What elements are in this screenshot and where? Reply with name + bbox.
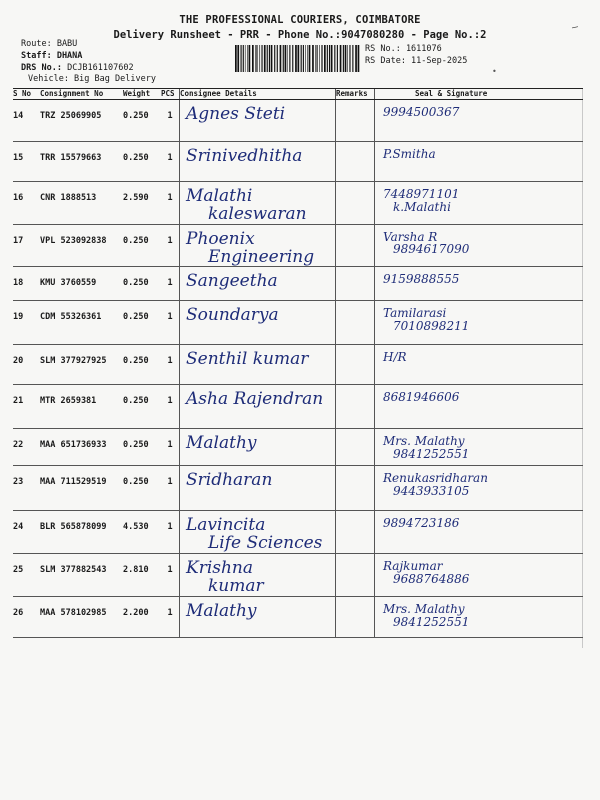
- consignment-number: MAA 651736933: [40, 440, 107, 451]
- consignee-handwriting: [180, 182, 335, 224]
- table-row: [13, 554, 583, 597]
- signature-line: Rajkumar: [383, 559, 443, 574]
- remarks-cell: [336, 554, 375, 597]
- weight-value: 0.250: [123, 312, 149, 323]
- consignee-line: Senthil kumar: [186, 349, 309, 370]
- serial-number: 15: [13, 153, 24, 163]
- barcode-bar: [262, 45, 263, 72]
- weight-value: 0.250: [123, 235, 149, 246]
- consignment-number: MAA 711529519: [40, 477, 107, 488]
- weight-value: 0.250: [123, 111, 149, 121]
- consignee-line: Malathi: [186, 186, 253, 206]
- signature-line: Tamilarasi: [383, 306, 447, 321]
- signature-line: Mrs. Malathy: [383, 602, 465, 617]
- consignee-line: Soundarya: [186, 305, 279, 326]
- remarks-cell: [336, 429, 375, 466]
- barcode-bar: [317, 45, 318, 72]
- signature-line: Mrs. Malathy: [383, 434, 465, 449]
- signature-line: 9994500367: [383, 105, 460, 119]
- consignee-handwriting: [180, 345, 335, 369]
- consignee-handwriting: [180, 429, 335, 453]
- barcode-bar: [352, 45, 353, 72]
- table-row: [13, 597, 583, 638]
- serial-number: 18: [13, 278, 24, 289]
- consignee-line: Agnes Steti: [186, 104, 286, 124]
- serial-number: 23: [13, 477, 24, 488]
- consignee-line: Sangeetha: [186, 271, 278, 292]
- table-row: [13, 267, 583, 301]
- pieces-count: 1: [167, 440, 173, 451]
- barcode-bar: [247, 45, 248, 72]
- consignment-number: BLR 565878099: [40, 522, 107, 533]
- barcode-bar: [292, 45, 293, 72]
- barcode-bar: [237, 45, 239, 72]
- serial-number: 22: [13, 440, 24, 451]
- signature-line: 7010898211: [393, 318, 470, 333]
- signature-handwriting: [375, 511, 583, 530]
- signature-line: 8681946606: [383, 390, 460, 405]
- signature-line: H/R: [383, 350, 407, 365]
- barcode-bar: [245, 45, 246, 72]
- table-row: [13, 345, 583, 385]
- drs-label: DRS No.:: [21, 63, 62, 73]
- signature-line: 9159888555: [383, 272, 460, 287]
- pieces-count: 1: [167, 111, 173, 121]
- serial-number: 20: [13, 356, 24, 367]
- barcode-bar: [340, 45, 342, 72]
- consignee-handwriting: [180, 597, 335, 621]
- company-title: THE PROFESSIONAL COURIERS, COIMBATORE: [179, 14, 421, 26]
- table-row: [13, 142, 583, 182]
- signature-handwriting: [375, 385, 583, 404]
- serial-number: 25: [13, 565, 24, 576]
- barcode-bar: [329, 45, 330, 72]
- consignee-line: Engineering: [208, 246, 315, 267]
- weight-value: 0.250: [123, 153, 149, 163]
- weight-value: 2.810: [123, 565, 149, 576]
- barcode-bar: [305, 45, 306, 72]
- barcode-bar: [345, 45, 347, 72]
- staff-label: Staff: DHANA: [21, 51, 83, 61]
- remarks-cell: [336, 224, 375, 267]
- consignee-line: Srinivedhitha: [186, 146, 303, 166]
- table-row: [13, 224, 583, 267]
- barcode-bar: [271, 45, 273, 72]
- rs-number: RS No.: 1611076: [365, 44, 442, 54]
- signature-line: 9688764886: [393, 571, 470, 586]
- serial-number: 16: [13, 193, 24, 203]
- signature-line: P.Smitha: [383, 147, 436, 161]
- signature-line: Renukasridharan: [383, 471, 488, 486]
- barcode-bar: [319, 45, 320, 72]
- barcode-bar: [337, 45, 338, 72]
- remarks-cell: [336, 182, 375, 225]
- remarks-cell: [336, 142, 375, 182]
- barcode-bar: [334, 45, 335, 72]
- signature-line: 7448971101: [383, 187, 460, 201]
- barcode-bar: [307, 45, 308, 72]
- remarks-cell: [336, 345, 375, 385]
- barcode-bar: [259, 45, 260, 72]
- serial-number: 14: [13, 111, 24, 121]
- barcode-bar: [280, 45, 282, 72]
- table-row: [13, 182, 583, 225]
- barcode-bar: [322, 45, 323, 72]
- remarks-cell: [336, 511, 375, 554]
- pieces-count: 1: [167, 153, 173, 163]
- consignee-line: kumar: [208, 576, 264, 597]
- signature-handwriting: [375, 267, 583, 286]
- barcode-bar: [303, 45, 304, 72]
- signature-line: 9894617090: [393, 242, 470, 257]
- consignee-line: Malathy: [186, 433, 257, 454]
- table-row: [13, 511, 583, 554]
- barcode-bar: [283, 45, 284, 72]
- consignment-number: MTR 2659381: [40, 396, 97, 407]
- signature-handwriting: [375, 225, 583, 256]
- runsheet-table: [13, 88, 583, 638]
- signature-line: 9841252551: [393, 614, 470, 629]
- consignee-line: Malathy: [186, 601, 257, 622]
- signature-handwriting: [375, 554, 583, 585]
- col-consignee: Consignee Details: [180, 89, 336, 100]
- consignment-number: TRZ 25069905: [40, 111, 102, 121]
- pieces-count: 1: [167, 356, 173, 367]
- remarks-cell: [336, 100, 375, 142]
- barcode-bar: [289, 45, 290, 72]
- remarks-cell: [336, 267, 375, 301]
- signature-handwriting: [375, 466, 583, 497]
- consignee-handwriting: [180, 225, 335, 267]
- pieces-count: 1: [167, 477, 173, 488]
- remarks-cell: [336, 466, 375, 511]
- barcode-bar: [261, 45, 262, 72]
- barcode-bar: [274, 45, 275, 72]
- barcode-bar: [277, 45, 278, 72]
- consignment-number: KMU 3760559: [40, 278, 97, 289]
- barcode-bar: [343, 45, 344, 72]
- pieces-count: 1: [167, 312, 173, 323]
- signature-handwriting: [375, 429, 583, 460]
- pieces-count: 1: [167, 522, 173, 533]
- consignee-handwriting: [180, 554, 335, 596]
- signature-line: 9894723186: [383, 516, 460, 531]
- barcode-bar: [347, 45, 348, 72]
- barcode-bar: [255, 45, 256, 72]
- weight-value: 2.200: [123, 608, 149, 619]
- consignment-number: CDM 55326361: [40, 312, 102, 323]
- signature-line: Varsha R: [383, 229, 438, 244]
- barcode-bar: [267, 45, 268, 72]
- weight-value: 0.250: [123, 440, 149, 451]
- consignment-number: VPL 523092838: [40, 235, 107, 246]
- consignee-handwriting: [180, 511, 335, 553]
- barcode-bar: [285, 45, 287, 72]
- pieces-count: 1: [167, 396, 173, 407]
- barcode-bar: [269, 45, 270, 72]
- barcode-bar: [252, 45, 254, 72]
- signature-line: 9841252551: [393, 446, 470, 461]
- consignee-handwriting: [180, 100, 335, 124]
- consignment-number: TRR 15579663: [40, 153, 102, 163]
- table-row: [13, 100, 583, 142]
- signature-handwriting: [375, 100, 583, 119]
- signature-handwriting: [375, 301, 583, 332]
- barcode-bar: [241, 45, 242, 72]
- barcode-bar: [301, 45, 302, 72]
- barcode-bar: [321, 45, 322, 72]
- consignee-line: Lavincita: [186, 515, 266, 536]
- pieces-count: 1: [167, 608, 173, 619]
- barcode-bar: [331, 45, 333, 72]
- signature-handwriting: [375, 182, 583, 213]
- consignee-line: Krishna: [186, 558, 254, 579]
- weight-value: 0.250: [123, 396, 149, 407]
- consignment-number: SLM 377882543: [40, 565, 107, 576]
- consignee-handwriting: [180, 466, 335, 490]
- weight-value: 4.530: [123, 522, 149, 533]
- barcode-bar: [243, 45, 244, 72]
- barcode-bar: [256, 45, 257, 72]
- consignee-handwriting: [180, 385, 335, 409]
- barcode-bar: [235, 45, 237, 72]
- barcode-bar: [295, 45, 297, 72]
- drs-number: [21, 63, 134, 73]
- pieces-count: 1: [167, 193, 173, 203]
- table-header-row: [13, 89, 583, 100]
- weight-value: 0.250: [123, 356, 149, 367]
- barcode-bar: [327, 45, 328, 72]
- table-row: [13, 301, 583, 345]
- consignee-handwriting: [180, 267, 335, 291]
- signature-handwriting: [375, 597, 583, 628]
- pieces-count: 1: [167, 565, 173, 576]
- consignee-line: kaleswaran: [208, 203, 307, 224]
- vehicle-label: Vehicle: Big Bag Delivery: [28, 74, 156, 84]
- consignee-line: Phoenix: [186, 228, 255, 249]
- remarks-cell: [336, 597, 375, 638]
- remarks-cell: [336, 301, 375, 345]
- col-signature: Seal & Signature: [375, 89, 584, 100]
- barcode-bar: [349, 45, 350, 72]
- col-weight: Weight: [123, 89, 161, 100]
- barcode-image: [234, 45, 362, 72]
- signature-line: 9443933105: [393, 483, 470, 498]
- weight-value: 2.590: [123, 193, 149, 203]
- barcode-bar: [358, 45, 360, 72]
- table-row: [13, 429, 583, 466]
- pen-mark: —: [570, 21, 580, 34]
- weight-value: 0.250: [123, 477, 149, 488]
- runsheet-subtitle: Delivery Runsheet - PRR - Phone No.:9047080280 - Page No.:2: [113, 29, 487, 41]
- consignee-handwriting: [180, 301, 335, 325]
- serial-number: 26: [13, 608, 24, 619]
- consignee-line: Sridharan: [186, 470, 273, 491]
- col-sno: S No: [13, 89, 40, 100]
- consignee-handwriting: [180, 142, 335, 166]
- barcode-bar: [287, 45, 288, 72]
- table-row: [13, 466, 583, 511]
- barcode-bar: [309, 45, 311, 72]
- pen-dot: •: [492, 67, 497, 76]
- weight-value: 0.250: [123, 278, 149, 289]
- barcode-bar: [249, 45, 251, 72]
- barcode-bar: [315, 45, 316, 72]
- serial-number: 24: [13, 522, 24, 533]
- consignee-line: Asha Rajendran: [186, 389, 324, 410]
- barcode-bar: [264, 45, 266, 72]
- consignment-number: CNR 1888513: [40, 193, 97, 203]
- consignment-number: SLM 377927925: [40, 356, 107, 367]
- signature-handwriting: [375, 345, 583, 364]
- drs-value: DCJB161107602: [67, 63, 134, 73]
- serial-number: 19: [13, 312, 24, 323]
- serial-number: 21: [13, 396, 24, 407]
- consignee-line: Life Sciences: [208, 533, 323, 554]
- consignment-number: MAA 578102985: [40, 608, 107, 619]
- barcode-bar: [324, 45, 326, 72]
- serial-number: 17: [13, 235, 24, 246]
- signature-line: k.Malathi: [393, 199, 451, 214]
- barcode-bar: [355, 45, 357, 72]
- pieces-count: 1: [167, 278, 173, 289]
- remarks-cell: [336, 385, 375, 429]
- col-remarks: Remarks: [336, 89, 375, 100]
- col-pcs: PCS: [161, 89, 180, 100]
- route-label: Route: BABU: [21, 39, 78, 49]
- barcode-bar: [298, 45, 300, 72]
- table-row: [13, 385, 583, 429]
- col-consignment: Consignment No: [40, 89, 123, 100]
- pieces-count: 1: [167, 235, 173, 246]
- signature-handwriting: [375, 142, 583, 161]
- barcode-bar: [312, 45, 314, 72]
- rs-date: RS Date: 11-Sep-2025: [365, 56, 468, 66]
